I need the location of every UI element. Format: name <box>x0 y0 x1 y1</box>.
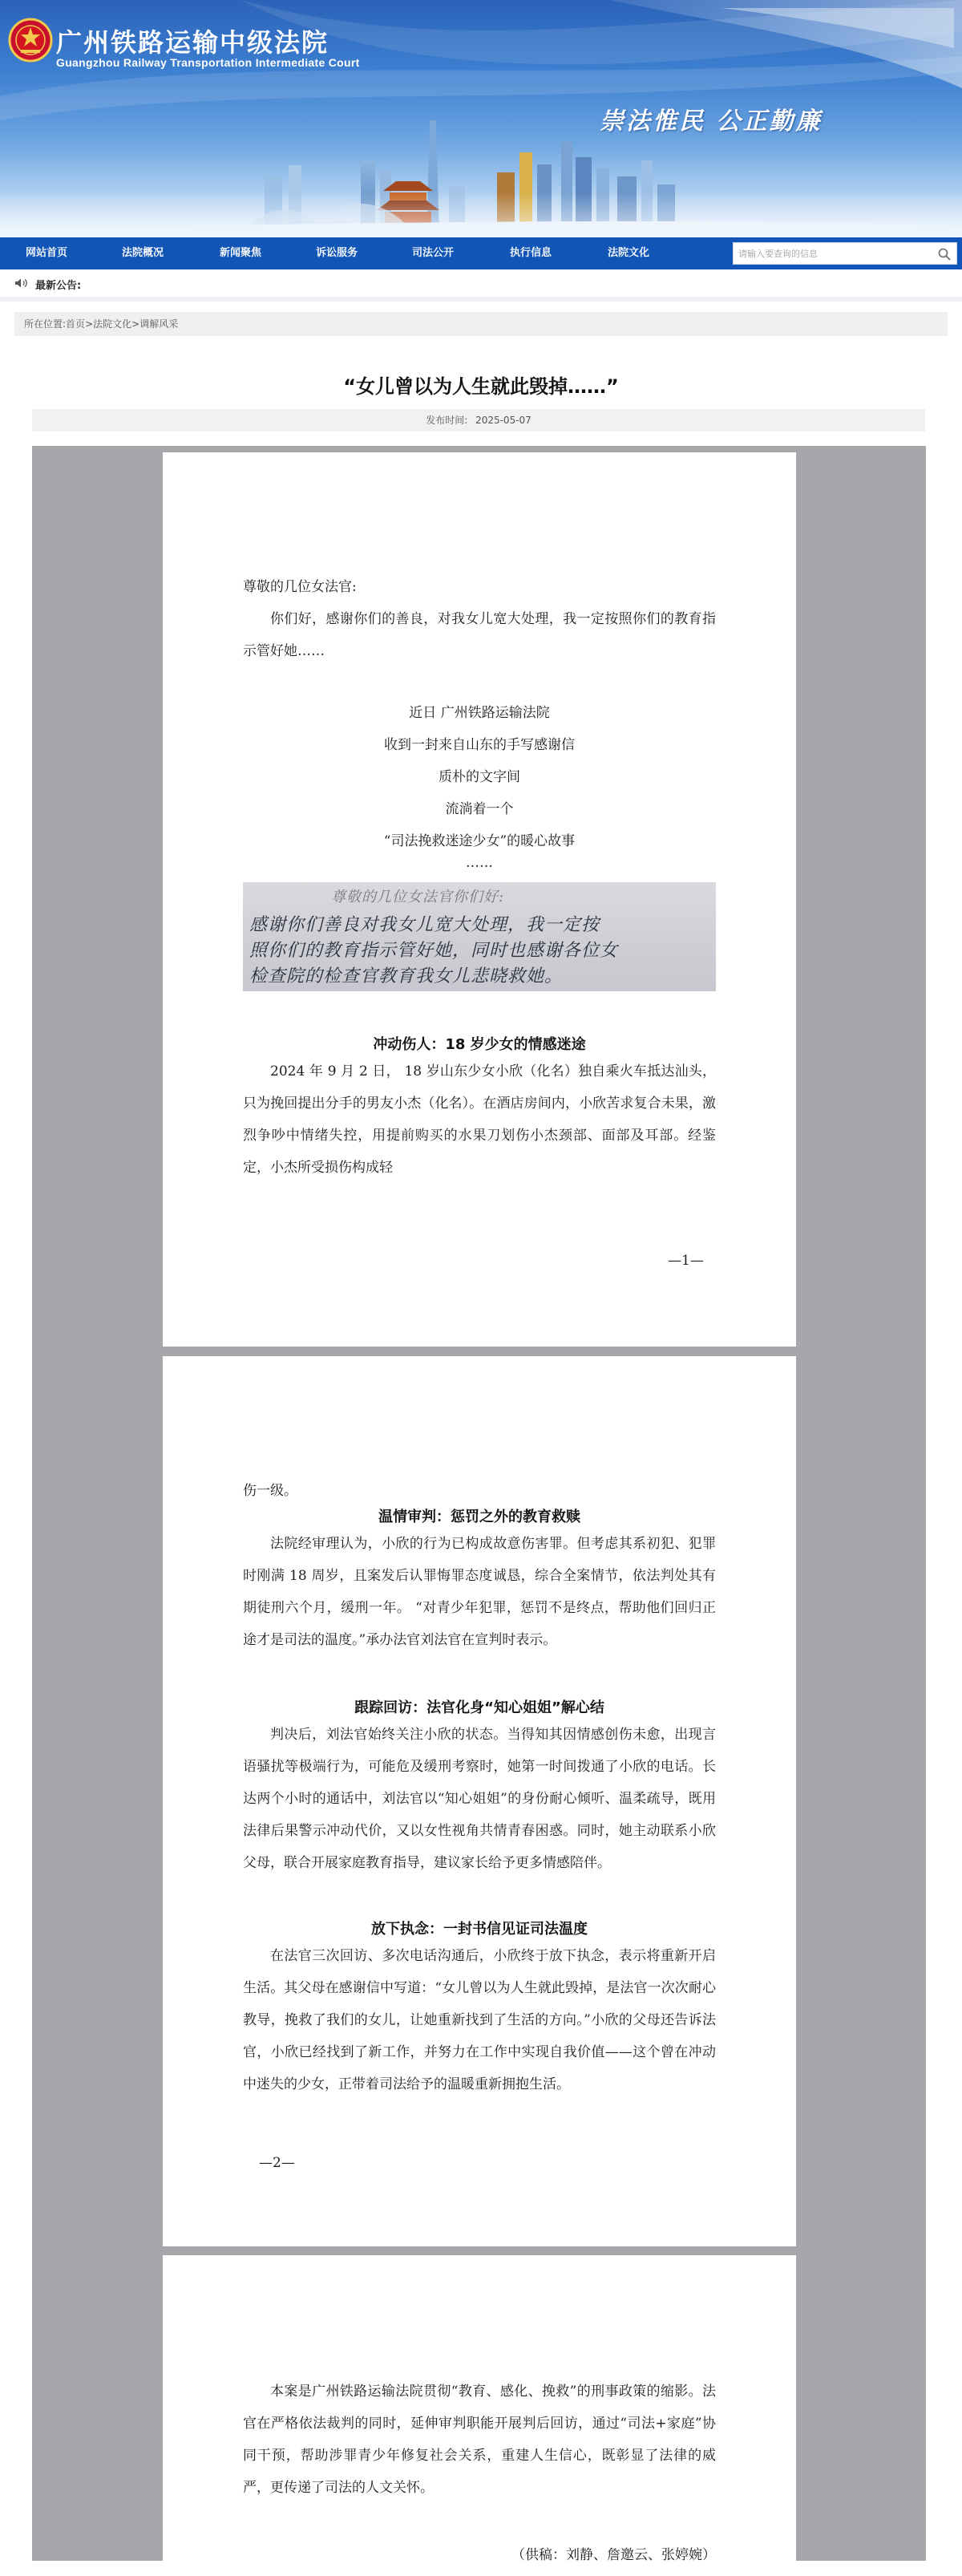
section-heading: 温情审判：惩罚之外的教育救赎 <box>378 1509 580 1525</box>
nav-item-home[interactable]: 网站首页 <box>26 247 68 259</box>
notice-label: 最新公告: <box>35 280 82 292</box>
article-credit: （供稿：刘静、詹邀云、张婷婉） <box>511 2547 716 2563</box>
nav-item-litigation-service[interactable]: 诉讼服务 <box>316 247 358 259</box>
document-page-2 <box>163 1356 796 2246</box>
section-heading: 冲动伤人：18 岁少女的情感迷途 <box>373 1036 586 1053</box>
nav-item-judicial-disclosure[interactable]: 司法公开 <box>412 247 455 259</box>
breadcrumb-home[interactable]: 首页 <box>66 318 86 330</box>
search-icon[interactable] <box>937 247 952 261</box>
publish-date-label: 发布时间: <box>426 415 468 426</box>
section-paragraph: 法院经审理认为，小欣的行为已构成故意伤害罪。但考虑其系初犯、犯罪时刚满 18 周岁，且案发后认罪悔罪态度诚恳，综合全案情节，依法判处其有期徒刑六个月，缓刑一年。 “对青少年犯罪，惩罚不是终点，帮助他们回归正途才是司法的温度。”承办法官刘法官在宣判时表示。 <box>243 1536 716 1648</box>
search-box <box>733 242 957 265</box>
poem-line: …… <box>466 855 493 871</box>
breadcrumb-prefix: 所在位置: <box>24 318 67 330</box>
breadcrumb-separator: > <box>85 318 94 330</box>
breadcrumb <box>14 312 948 336</box>
letter-salutation: 尊敬的几位女法官: <box>243 579 357 595</box>
court-emblem-logo <box>8 18 53 63</box>
section-heading: 放下执念：一封书信见证司法温度 <box>371 1921 588 1938</box>
nav-item-news[interactable]: 新闻聚焦 <box>220 247 262 259</box>
document-viewer[interactable] <box>32 446 926 2561</box>
court-slogan: 崇法惟民 公正勤廉 <box>600 107 823 136</box>
document-page-1 <box>163 452 796 1347</box>
search-input[interactable] <box>738 243 931 264</box>
nav-item-court-culture[interactable]: 法院文化 <box>608 247 650 259</box>
breadcrumb-court-culture[interactable]: 法院文化 <box>93 318 132 330</box>
handwritten-letter-photo <box>243 882 716 991</box>
document-page-3 <box>163 2255 796 2576</box>
page-number: —1— <box>668 1253 704 1269</box>
breadcrumb-mediation[interactable]: 调解风采 <box>139 318 179 330</box>
handwriting-line: 检查院的检查官教育我女儿悲晓救她。 <box>249 966 564 986</box>
notice-bar <box>0 269 962 297</box>
section-divider <box>0 297 962 302</box>
publish-date-bar <box>32 409 925 431</box>
speaker-icon <box>14 277 29 289</box>
court-name: 广州铁路运输中级法院 <box>56 27 329 58</box>
poem-line: 质朴的文字间 <box>439 769 520 785</box>
court-name-english: Guangzhou Railway Transportation Intermediate Court <box>56 56 360 69</box>
letter-excerpt: 你们好，感谢你们的善良，对我女儿宽大处理，我一定按照你们的教育指示管好她…… <box>243 611 716 659</box>
section-paragraph: 2024 年 9 月 2 日， 18 岁山东少女小欣（化名）独自乘火车抵达汕头，只为挽回提出分手的男友小杰（化名）。在酒店房间内，小欣苦求复合未果，激烈争吵中情绪失控，用提前购买的水果刀划伤小杰颈部、面部及耳部。经鉴定，小杰所受损伤构成轻 <box>243 1063 716 1176</box>
poem-line: 近日 广州铁路运输法院 <box>409 705 550 721</box>
poem-line: “司法挽救迷途少女”的暖心故事 <box>383 833 576 849</box>
handwriting-line: 尊敬的几位女法官你们好: <box>331 889 505 905</box>
breadcrumb-separator: > <box>131 318 140 330</box>
poem-line: 收到一封来自山东的手写感谢信 <box>384 737 575 753</box>
handwriting-line: 照你们的教育指示管好她，同时也感谢各位女 <box>249 941 619 961</box>
handwriting-line: 感谢你们善良对我女儿宽大处理，我一定按 <box>249 915 600 935</box>
article-title: “女儿曾以为人生就此毁掉……” <box>343 375 619 398</box>
page-number: —2— <box>259 2155 295 2171</box>
section-paragraph: 本案是广州铁路运输法院贯彻“教育、感化、挽救”的刑事政策的缩影。法官在严格依法裁判的同时，延伸审判职能开展判后回访，通过“司法+家庭”协同干预，帮助涉罪青少年修复社会关系，重建人生信心，既彰显了法律的威严，更传递了司法的人文关怀。 <box>243 2384 716 2496</box>
section-paragraph: 在法官三次回访、多次电话沟通后，小欣终于放下执念，表示将重新开启生活。其父母在感谢信中写道：“女儿曾以为人生就此毁掉，是法官一次次耐心教导，挽救了我们的女儿，让她重新找到了生活的方向。”小欣的父母还告诉法官，小欣已经找到了新工作，并努力在工作中实现自我价值——这个曾在冲动中迷失的少女，正带着司法给予的温暖重新拥抱生活。 <box>243 1948 716 2092</box>
poem-line: 流淌着一个 <box>445 801 514 817</box>
nav-item-enforcement-info[interactable]: 执行信息 <box>510 247 552 259</box>
section-heading: 跟踪回访：法官化身“知心姐姐”解心结 <box>354 1699 604 1716</box>
carryover-text: 伤一级。 <box>243 1483 297 1499</box>
header-banner <box>0 0 962 237</box>
publish-date: 2025-05-07 <box>475 415 532 426</box>
nav-item-court-overview[interactable]: 法院概况 <box>122 247 164 259</box>
section-paragraph: 判决后，刘法官始终关注小欣的状态。当得知其因情感创伤未愈，出现言语骚扰等极端行为，可能危及缓刑考察时，她第一时间拨通了小欣的电话。长达两个小时的通话中，刘法官以“知心姐姐”的身份耐心倾听、温柔疏导，既用法律后果警示冲动代价，又以女性视角共情青春困惑。同时，她主动联系小欣父母，联合开展家庭教育指导，建议家长给予更多情感陪伴。 <box>243 1727 716 1871</box>
